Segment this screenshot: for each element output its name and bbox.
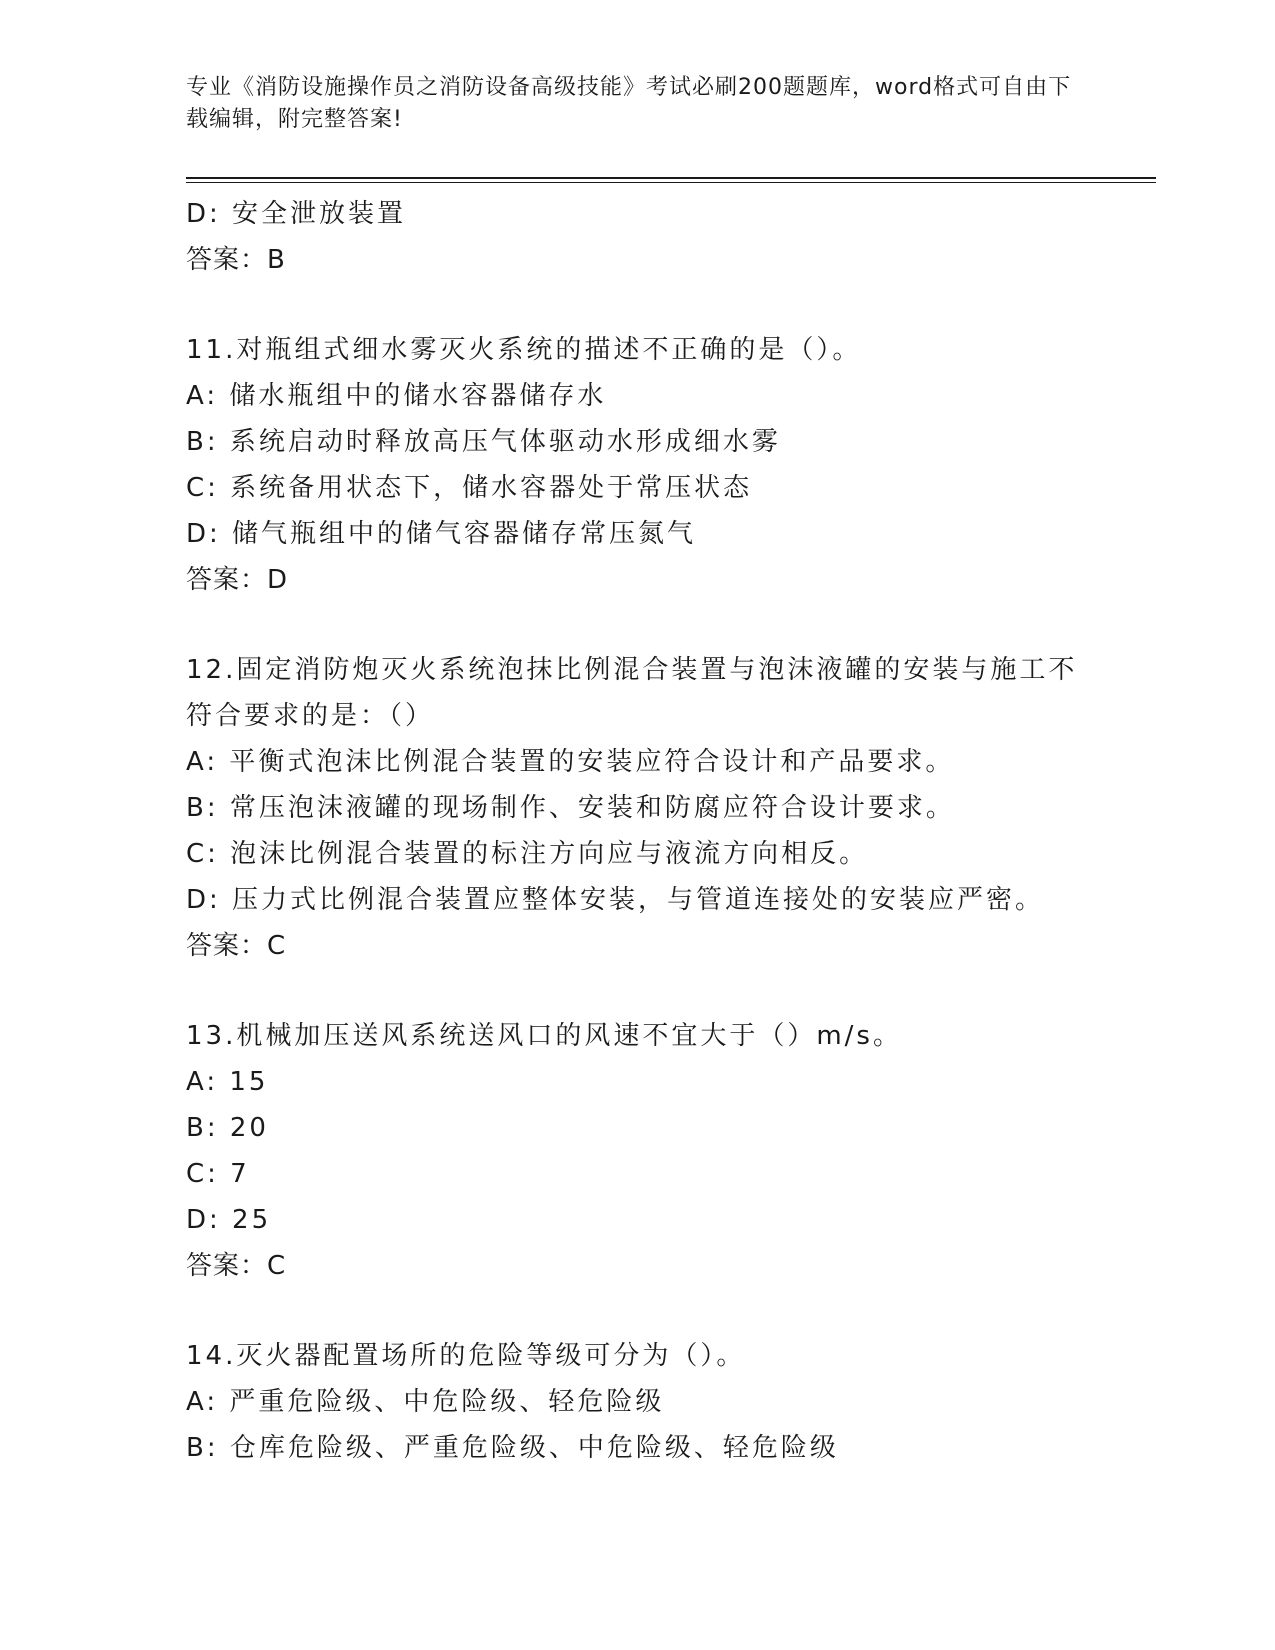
option-a: A: 严重危险级、中危险级、轻危险级 <box>186 1387 665 1417</box>
question-stem: 14.灭火器配置场所的危险等级可分为（）。 <box>186 1341 746 1371</box>
option-c: C: 系统备用状态下，储水容器处于常压状态 <box>186 473 753 503</box>
header-divider-thin <box>186 182 1156 183</box>
option-d: D: 储气瓶组中的储气容器储存常压氮气 <box>186 519 697 549</box>
spacer <box>186 603 1086 647</box>
header-title: 专业《消防设施操作员之消防设备高级技能》考试必刷200题题库，word格式可自由下载编辑，附完整答案! <box>186 75 1072 132</box>
option-d: D: 压力式比例混合装置应整体安装，与管道连接处的安装应严密。 <box>186 885 1045 915</box>
question-14 <box>186 1333 1086 1471</box>
option-a: A: 15 <box>186 1067 269 1097</box>
option-b: B: 系统启动时释放高压气体驱动水形成细水雾 <box>186 427 781 457</box>
option-b: B: 常压泡沫液罐的现场制作、安装和防腐应符合设计要求。 <box>186 793 955 823</box>
spacer <box>186 1289 1086 1333</box>
option-b: B: 20 <box>186 1113 269 1143</box>
option-a: A: 平衡式泡沫比例混合装置的安装应符合设计和产品要求。 <box>186 747 955 777</box>
question-stem-line1: 12.固定消防炮灭火系统泡抹比例混合装置与泡沫液罐的安装与施工不 <box>186 655 1078 685</box>
prev-option-d: D: 安全泄放装置 <box>186 199 407 229</box>
answer: 答案：C <box>186 1251 287 1281</box>
question-12 <box>186 647 1086 969</box>
question-stem: 13.机械加压送风系统送风口的风速不宜大于（）m/s。 <box>186 1021 902 1051</box>
prev-answer: 答案：B <box>186 245 286 275</box>
option-c: C: 泡沫比例混合装置的标注方向应与液流方向相反。 <box>186 839 869 869</box>
option-d: D: 25 <box>186 1205 272 1235</box>
spacer <box>186 283 1086 327</box>
question-stem: 11.对瓶组式细水雾灭火系统的描述不正确的是（）。 <box>186 335 862 365</box>
question-13 <box>186 1013 1086 1289</box>
question-stem-line2: 符合要求的是：（） <box>186 701 435 731</box>
question-11 <box>186 327 1086 603</box>
spacer <box>186 969 1086 1013</box>
question-list <box>186 191 1086 1471</box>
header-divider-thick <box>186 177 1156 179</box>
option-a: A: 储水瓶组中的储水容器储存水 <box>186 381 607 411</box>
document-header <box>186 72 1086 136</box>
answer: 答案：D <box>186 565 289 595</box>
answer: 答案：C <box>186 931 287 961</box>
option-b: B: 仓库危险级、严重危险级、中危险级、轻危险级 <box>186 1433 839 1463</box>
option-c: C: 7 <box>186 1159 250 1189</box>
